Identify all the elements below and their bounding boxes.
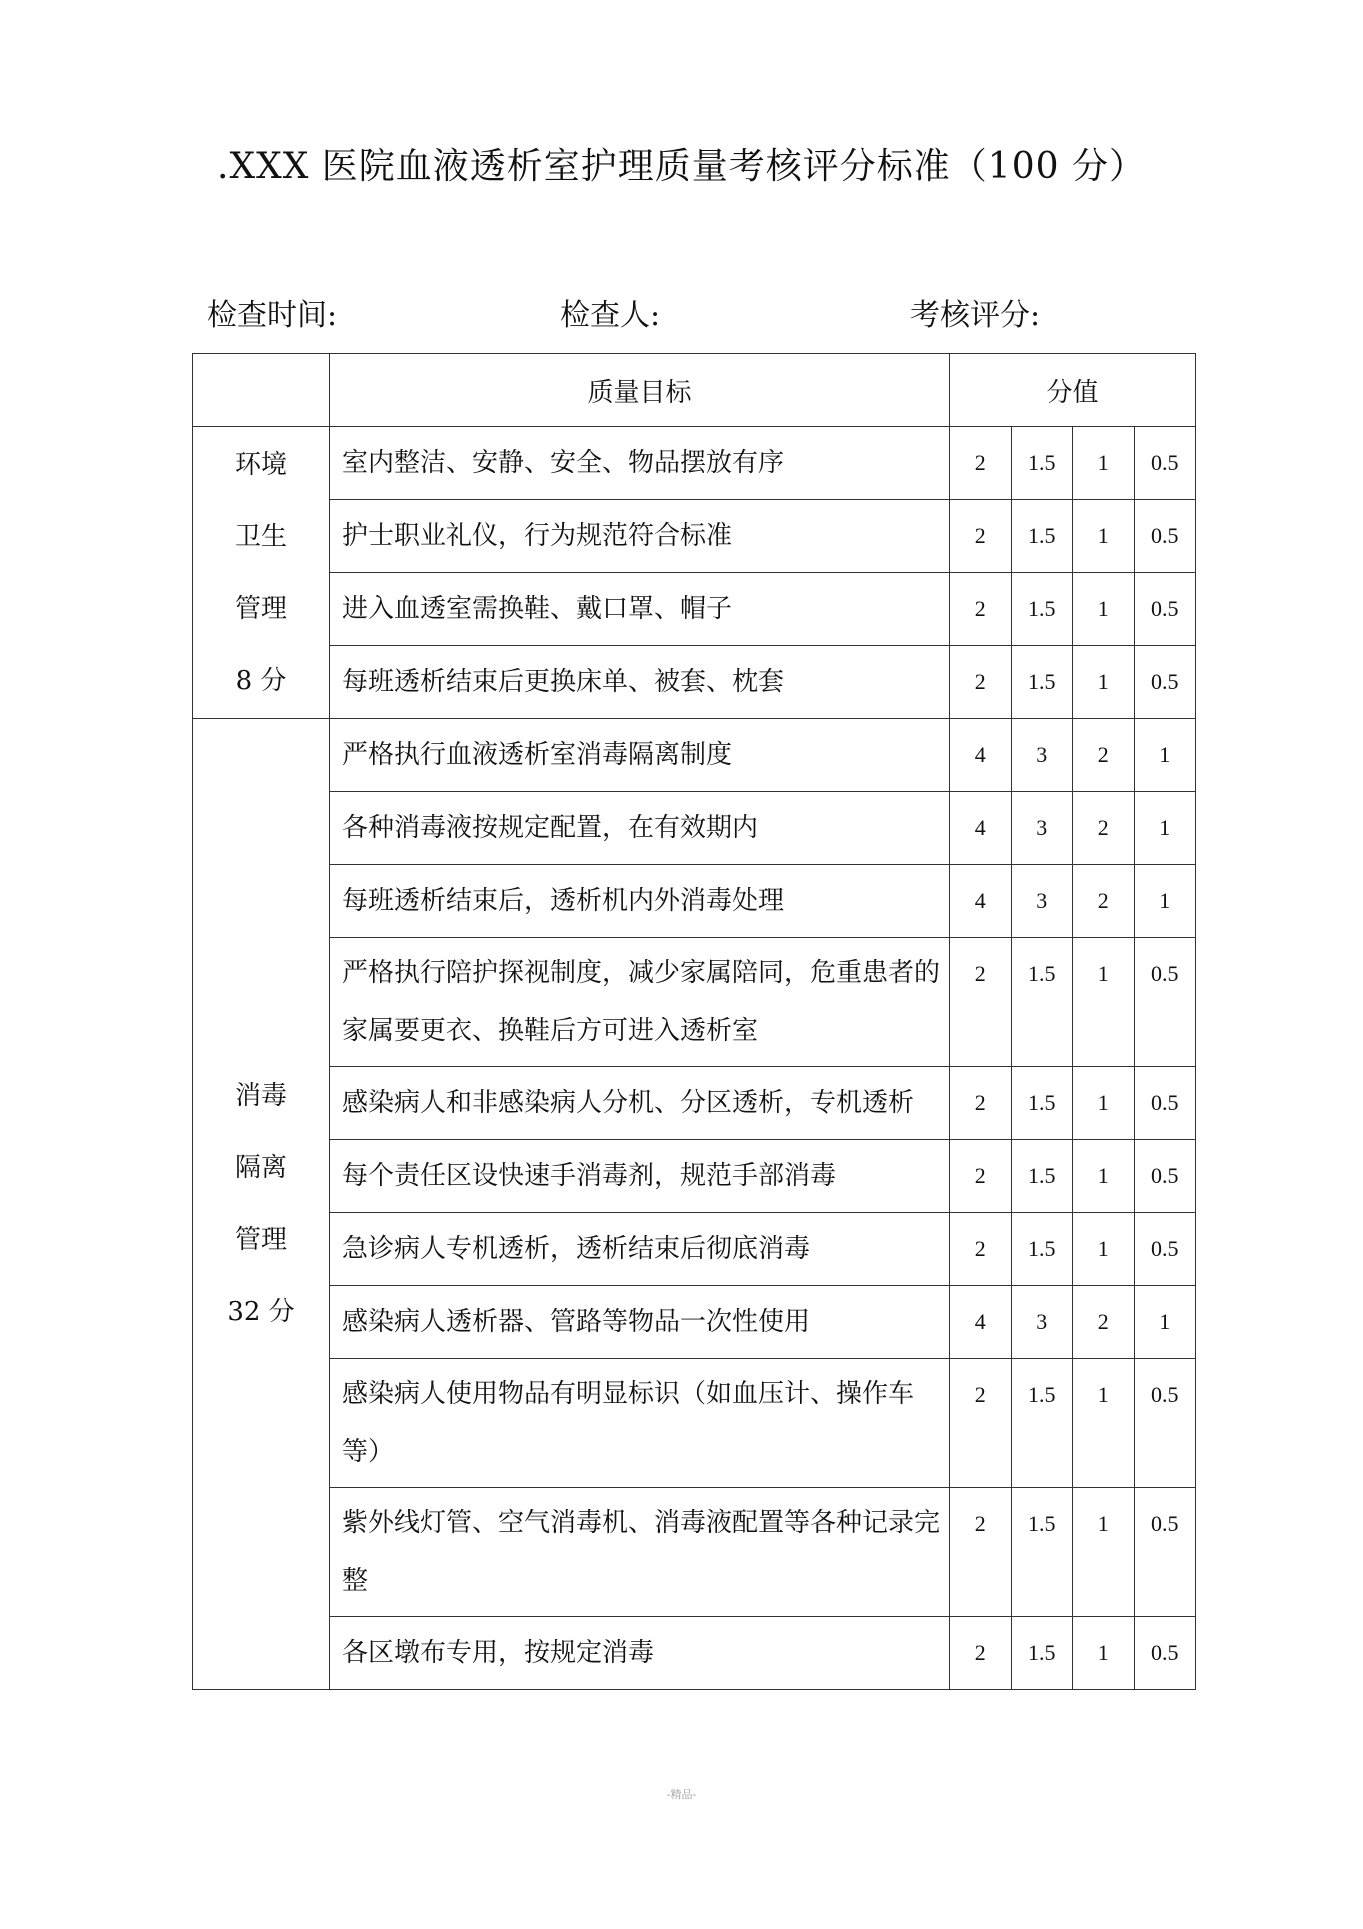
quality-goal-cell: 进入血透室需换鞋、戴口罩、帽子 [330,573,950,646]
table-row [193,1359,1196,1488]
assessment-table [192,353,1196,1690]
score-cell: 1 [1073,938,1135,1067]
score-cell: 3 [1011,865,1073,938]
score-cell: 0.5 [1134,1359,1196,1488]
quality-goal-cell: 感染病人和非感染病人分机、分区透析，专机透析 [330,1067,950,1140]
quality-goal-cell: 护士职业礼仪，行为规范符合标准 [330,500,950,573]
quality-goal-cell: 感染病人透析器、管路等物品一次性使用 [330,1286,950,1359]
score-cell: 1 [1134,792,1196,865]
score-cell: 0.5 [1134,938,1196,1067]
score-cell: 2 [1073,719,1135,792]
quality-goal-cell: 每班透析结束后，透析机内外消毒处理 [330,865,950,938]
table-row [193,938,1196,1067]
score-cell: 2 [950,1067,1012,1140]
score-cell: 1 [1073,573,1135,646]
score-cell: 3 [1011,792,1073,865]
score-cell: 2 [1073,792,1135,865]
quality-goal-cell: 紫外线灯管、空气消毒机、消毒液配置等各种记录完整 [330,1488,950,1617]
score-label: 考核评分: [910,298,1041,333]
score-cell: 2 [950,500,1012,573]
score-cell: 1 [1073,427,1135,500]
score-cell: 1 [1073,1140,1135,1213]
score-cell: 2 [950,938,1012,1067]
score-cell: 1.5 [1011,427,1073,500]
category-line: 消毒 [234,1081,287,1111]
quality-goal-cell: 急诊病人专机透析，透析结束后彻底消毒 [330,1213,950,1286]
table-row [193,1617,1196,1690]
score-cell: 0.5 [1134,646,1196,719]
inspector-label: 检查人: [560,298,661,333]
score-cell: 1 [1134,719,1196,792]
score-cell: 1.5 [1011,1617,1073,1690]
score-cell: 2 [950,1617,1012,1690]
score-cell: 2 [950,1488,1012,1617]
quality-goal-cell: 各种消毒液按规定配置，在有效期内 [330,792,950,865]
score-cell: 0.5 [1134,573,1196,646]
quality-goal-cell: 室内整洁、安静、安全、物品摆放有序 [330,427,950,500]
table-row [193,865,1196,938]
score-cell: 1.5 [1011,573,1073,646]
table-row [193,1140,1196,1213]
category-line: 32 分 [227,1297,295,1327]
score-cell: 0.5 [1134,1488,1196,1617]
score-cell: 2 [950,573,1012,646]
score-cell: 0.5 [1134,1140,1196,1213]
category-line: 隔离 [234,1153,287,1183]
score-cell: 3 [1011,1286,1073,1359]
table-body [193,427,1196,1690]
table-row [193,500,1196,573]
table-row [193,573,1196,646]
score-cell: 4 [950,865,1012,938]
score-cell: 0.5 [1134,1617,1196,1690]
score-cell: 2 [1073,1286,1135,1359]
quality-goal-cell: 每班透析结束后更换床单、被套、枕套 [330,646,950,719]
table-row [193,1067,1196,1140]
category-line: 卫生 [234,521,287,552]
score-cell: 1 [1073,1488,1135,1617]
table-row [193,719,1196,792]
score-cell: 4 [950,1286,1012,1359]
check-time-label: 检查时间: [207,298,338,333]
header-score: 分值 [950,354,1196,427]
table-row [193,1213,1196,1286]
score-cell: 1 [1073,500,1135,573]
quality-goal-cell: 每个责任区设快速手消毒剂，规范手部消毒 [330,1140,950,1213]
category-cell [193,427,330,719]
score-cell: 1.5 [1011,646,1073,719]
score-cell: 1 [1073,646,1135,719]
score-cell: 2 [950,1140,1012,1213]
table-header-row [193,354,1196,427]
score-cell: 1.5 [1011,1359,1073,1488]
table-row [193,1488,1196,1617]
score-cell: 2 [1073,865,1135,938]
quality-goal-cell: 各区墩布专用，按规定消毒 [330,1617,950,1690]
score-cell: 2 [950,1213,1012,1286]
category-line: 8 分 [235,665,287,696]
score-cell: 0.5 [1134,1213,1196,1286]
category-line: 管理 [234,1225,287,1255]
score-cell: 1.5 [1011,500,1073,573]
score-cell: 2 [950,1359,1012,1488]
table-row [193,1286,1196,1359]
category-line: 管理 [234,593,287,624]
score-cell: 1.5 [1011,1213,1073,1286]
score-cell: 1 [1073,1359,1135,1488]
score-cell: 1.5 [1011,1488,1073,1617]
score-cell: 1 [1073,1617,1135,1690]
quality-goal-cell: 感染病人使用物品有明显标识（如血压计、操作车等） [330,1359,950,1488]
score-cell: 2 [950,646,1012,719]
quality-goal-cell: 严格执行血液透析室消毒隔离制度 [330,719,950,792]
score-cell: 1.5 [1011,938,1073,1067]
header-category-cell [193,354,330,427]
table-row [193,792,1196,865]
score-cell: 4 [950,719,1012,792]
quality-goal-cell: 严格执行陪护探视制度，减少家属陪同，危重患者的家属要更衣、换鞋后方可进入透析室 [330,938,950,1067]
score-cell: 1 [1073,1067,1135,1140]
score-cell: 2 [950,427,1012,500]
score-cell: 1 [1134,865,1196,938]
score-cell: 1 [1073,1213,1135,1286]
score-cell: 1.5 [1011,1067,1073,1140]
category-cell [193,719,330,1690]
header-goal: 质量目标 [330,354,950,427]
table-row [193,646,1196,719]
score-cell: 0.5 [1134,1067,1196,1140]
score-cell: 1.5 [1011,1140,1073,1213]
table-row [193,427,1196,500]
score-cell: 0.5 [1134,427,1196,500]
page-title: .XXX 医院血液透析室护理质量考核评分标准（100 分） [217,146,1146,187]
score-cell: 1 [1134,1286,1196,1359]
footer-mark: -精品- [666,1788,697,1801]
score-cell: 0.5 [1134,500,1196,573]
score-cell: 3 [1011,719,1073,792]
category-line: 环境 [234,449,287,480]
score-cell: 4 [950,792,1012,865]
